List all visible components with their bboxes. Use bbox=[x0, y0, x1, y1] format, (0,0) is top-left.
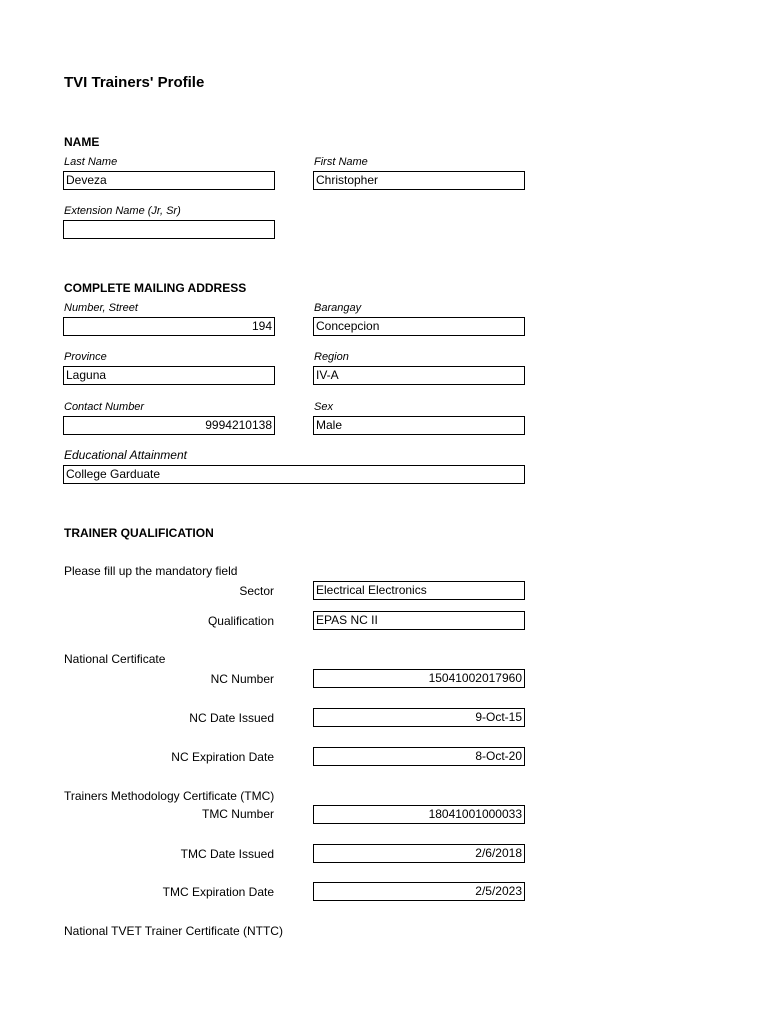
nc-date-issued-label: NC Date Issued bbox=[189, 711, 274, 725]
last-name-field[interactable]: Deveza bbox=[63, 171, 275, 190]
qualification-label: Qualification bbox=[207, 614, 274, 628]
first-name-label: First Name bbox=[314, 156, 368, 168]
address-heading: COMPLETE MAILING ADDRESS bbox=[64, 281, 247, 295]
street-field[interactable]: 194 bbox=[63, 317, 275, 336]
street-label: Number, Street bbox=[64, 302, 138, 314]
qualification-field[interactable]: EPAS NC II bbox=[313, 611, 525, 630]
nc-expiration-label: NC Expiration Date bbox=[171, 750, 274, 764]
sector-field[interactable]: Electrical Electronics bbox=[313, 581, 525, 600]
nc-date-issued-field[interactable]: 9-Oct-15 bbox=[313, 708, 525, 727]
sector-label: Sector bbox=[239, 584, 274, 598]
nc-number-label: NC Number bbox=[210, 672, 274, 686]
mandatory-instruction: Please fill up the mandatory field bbox=[64, 564, 238, 578]
nc-number-field[interactable]: 15041002017960 bbox=[313, 669, 525, 688]
tmc-number-label: TMC Number bbox=[201, 807, 274, 821]
last-name-label: Last Name bbox=[64, 156, 118, 168]
tmc-heading: Trainers Methodology Certificate (TMC) bbox=[64, 789, 275, 803]
extension-name-field[interactable] bbox=[63, 220, 275, 239]
page-title: TVI Trainers' Profile bbox=[64, 74, 205, 91]
tmc-date-issued-field[interactable]: 2/6/2018 bbox=[313, 844, 525, 863]
province-field[interactable]: Laguna bbox=[63, 366, 275, 385]
first-name-field[interactable]: Christopher bbox=[313, 171, 525, 190]
region-field[interactable]: IV-A bbox=[313, 366, 525, 385]
education-field[interactable]: College Garduate bbox=[63, 465, 525, 484]
tmc-number-field[interactable]: 18041001000033 bbox=[313, 805, 525, 824]
contact-number-field[interactable]: 9994210138 bbox=[63, 416, 275, 435]
contact-number-label: Contact Number bbox=[64, 401, 145, 413]
nc-expiration-field[interactable]: 8-Oct-20 bbox=[313, 747, 525, 766]
sex-label: Sex bbox=[314, 401, 333, 413]
tmc-date-issued-label: TMC Date Issued bbox=[180, 847, 274, 861]
name-heading: NAME bbox=[64, 135, 100, 149]
extension-name-label: Extension Name (Jr, Sr) bbox=[64, 205, 181, 217]
sex-field[interactable]: Male bbox=[313, 416, 525, 435]
barangay-field[interactable]: Concepcion bbox=[313, 317, 525, 336]
region-label: Region bbox=[314, 351, 349, 363]
nttc-heading: National TVET Trainer Certificate (NTTC) bbox=[64, 924, 283, 938]
tmc-expiration-label: TMC Expiration Date bbox=[162, 885, 274, 899]
barangay-label: Barangay bbox=[314, 302, 362, 314]
qualification-heading: TRAINER QUALIFICATION bbox=[64, 526, 214, 540]
province-label: Province bbox=[64, 351, 107, 363]
tmc-expiration-field[interactable]: 2/5/2023 bbox=[313, 882, 525, 901]
nc-heading: National Certificate bbox=[64, 652, 166, 666]
education-label: Educational Attainment bbox=[64, 448, 187, 462]
